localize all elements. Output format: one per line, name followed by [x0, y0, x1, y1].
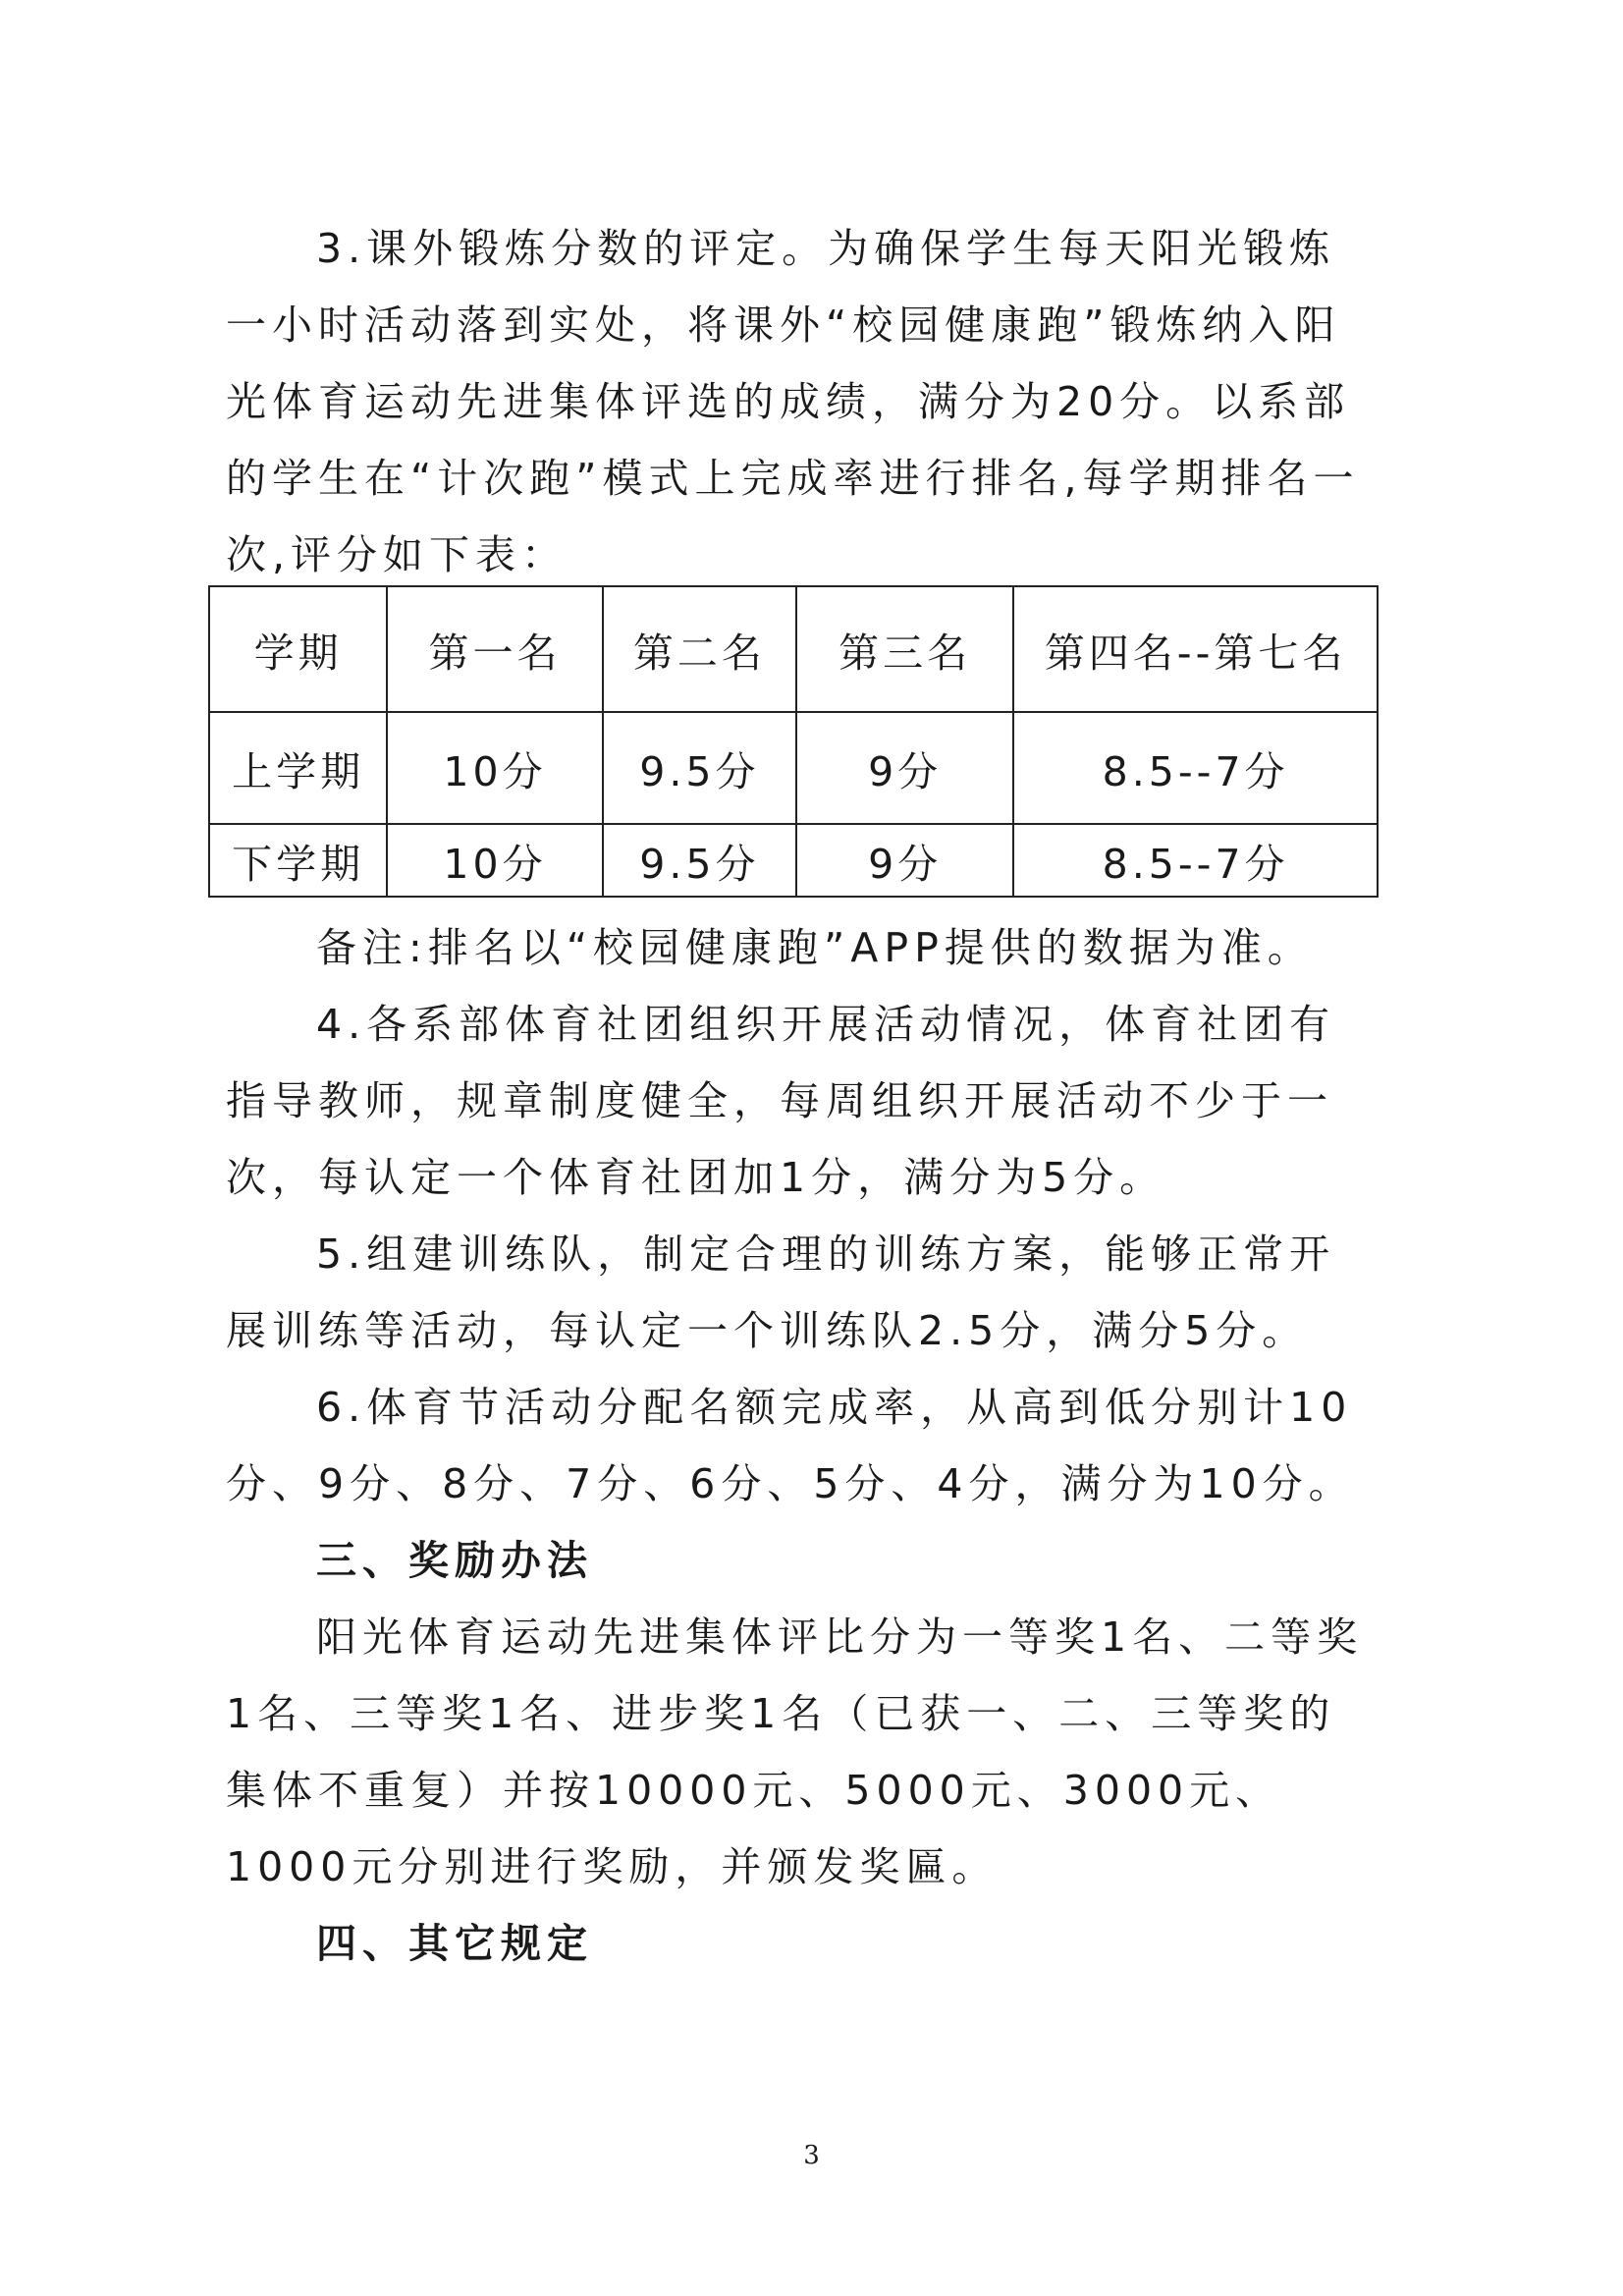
paragraph-5: 5.组建训练队，制定合理的训练方案，能够正常开展训练等活动，每认定一个训练队2.5分，满分5分。 [226, 1230, 1336, 1354]
table-note: 备注:排名以“校园健康跑”APP提供的数据为准。 [316, 924, 1314, 971]
table-cell: 9分 [796, 824, 1013, 897]
table-header-cell: 第四名--第七名 [1013, 586, 1378, 712]
table-cell: 10分 [387, 712, 602, 824]
section-3-body: 阳光体育运动先进集体评比分为一等奖1名、二等奖1名、三等奖1名、进步奖1名（已获一、二、三等奖的集体不重复）并按10000元、5000元、3000元、1000元分别进行奖励，并颁发奖匾。 [226, 1613, 1364, 1890]
table-header-cell: 第二名 [603, 586, 796, 712]
table-cell: 上学期 [209, 712, 387, 824]
table-header-cell: 学期 [209, 586, 387, 712]
table-cell: 9分 [796, 712, 1013, 824]
table-cell: 9.5分 [603, 712, 796, 824]
section-4-heading: 四、其它规定 [316, 1920, 593, 1967]
table-header-cell: 第一名 [387, 586, 602, 712]
table-cell: 8.5--7分 [1013, 824, 1378, 897]
table-row [209, 824, 1378, 897]
table-cell: 8.5--7分 [1013, 712, 1378, 824]
section-3-heading: 三、奖励办法 [316, 1537, 593, 1584]
table-cell: 10分 [387, 824, 602, 897]
paragraph-6: 6.体育节活动分配名额完成率，从高到低分别计10分、9分、8分、7分、6分、5分、4分，满分为10分。 [226, 1384, 1355, 1507]
table-cell: 下学期 [209, 824, 387, 897]
paragraph-3: 3.课外锻炼分数的评定。为确保学生每天阳光锻炼一小时活动落到实处，将课外“校园健康跑”锻炼纳入阳光体育运动先进集体评选的成绩，满分为20分。以系部的学生在“计次跑”模式上完成率进行排名,每学期排名一次,评分如下表： [226, 225, 1360, 578]
page-number: 3 [803, 2141, 820, 2170]
table-row [209, 712, 1378, 824]
paragraph-4: 4.各系部体育社团组织开展活动情况，体育社团有指导教师，规章制度健全，每周组织开展活动不少于一次，每认定一个体育社团加1分，满分为5分。 [226, 1001, 1336, 1201]
table-cell: 9.5分 [603, 824, 796, 897]
score-table [208, 585, 1379, 898]
table-header-cell: 第三名 [796, 586, 1013, 712]
table-header-row [209, 586, 1378, 712]
